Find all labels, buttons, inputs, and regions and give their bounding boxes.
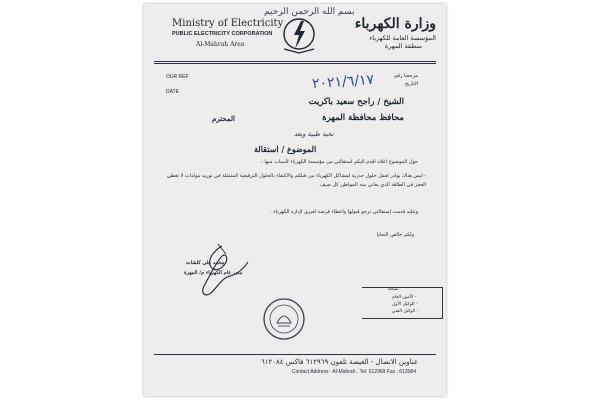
addressee-title: محافظ محافظة المهرة — [322, 113, 404, 123]
area-name-en: Al-Mahrah Area — [196, 41, 245, 48]
addressee-name: الشيخ / راجح سعيد باكريت — [308, 97, 404, 107]
honorific: المحترم — [212, 114, 235, 123]
copy-recipient: - الوكيل الفني — [392, 309, 419, 314]
subject-line: الموضوع / استقالة — [254, 144, 317, 154]
date-label-en: DATE — [166, 89, 179, 95]
copy-recipient: - الأمين العام — [392, 295, 417, 300]
copy-recipient: - الوكيل الأول — [392, 302, 418, 307]
ministry-name-en: Ministry of Electricity — [172, 18, 284, 29]
copies-label: نسخة — [388, 287, 399, 292]
basmala: بسم الله الرحمن الرحيم — [264, 7, 355, 17]
footer-address-en: Contact Address : Al-Mahrah . Tel: 612969 Fax : 612084 — [291, 369, 416, 375]
closing-paragraph: وعليه قدمت استقالتي نرجو قبولها واعطاء فرصة لغيري لإدارة الكهرباء . — [270, 209, 418, 215]
corporation-name-en: PUBLIC ELECTRICITY CORPORATION — [172, 31, 273, 37]
signatory-title: مدير عام الكهرباء م/ المهرة — [184, 270, 243, 276]
regards-line: ولكم خالص التحايا — [376, 232, 414, 238]
handwritten-date: ٢٠٢١/٦/١٧ — [311, 71, 375, 93]
ref-no-label-ar: مرجعنا رقم — [394, 73, 418, 79]
intro-paragraph: حول الموضوع اعلاه اقدم اليكم استقالتي من مؤسسة الكهرباء لأسباب منها : — [261, 159, 418, 165]
area-name-ar: منطقة المهرة — [384, 42, 422, 50]
corporation-name-ar: المؤسسة العامة للكهرباء — [369, 34, 436, 42]
reason-point: - ليس هناك بوادر لعمل حلول جذرية لمشاكل الكهرباء من قبلكم والاكتفاء بالحلول الترقيعية المتمثلة في توريد مولدات لا تغطي العجز في الطاقة الذي يعاني منه المواطن كل صيف . — [166, 173, 426, 188]
date-label-ar: التاريخ — [405, 81, 418, 87]
official-seal-icon — [262, 297, 306, 341]
footer-address-ar: عناوين الاتصال - الغيضة تلفون ٦١٢٩٦٩ فاكس ٦١٢٠٨٤ — [260, 358, 418, 366]
greeting: تحية طيبة وبعد — [294, 130, 334, 138]
corporation-logo-icon — [282, 17, 316, 55]
signatory-name: محمد علي كلشات — [186, 260, 225, 266]
header-divider-thin — [154, 63, 436, 64]
letter-page — [144, 4, 446, 396]
header-divider — [154, 61, 436, 62]
our-ref-label: OUR REF — [166, 74, 189, 80]
footer-divider — [154, 354, 436, 355]
ministry-name-ar: وزارة الكهرباء — [354, 16, 436, 32]
